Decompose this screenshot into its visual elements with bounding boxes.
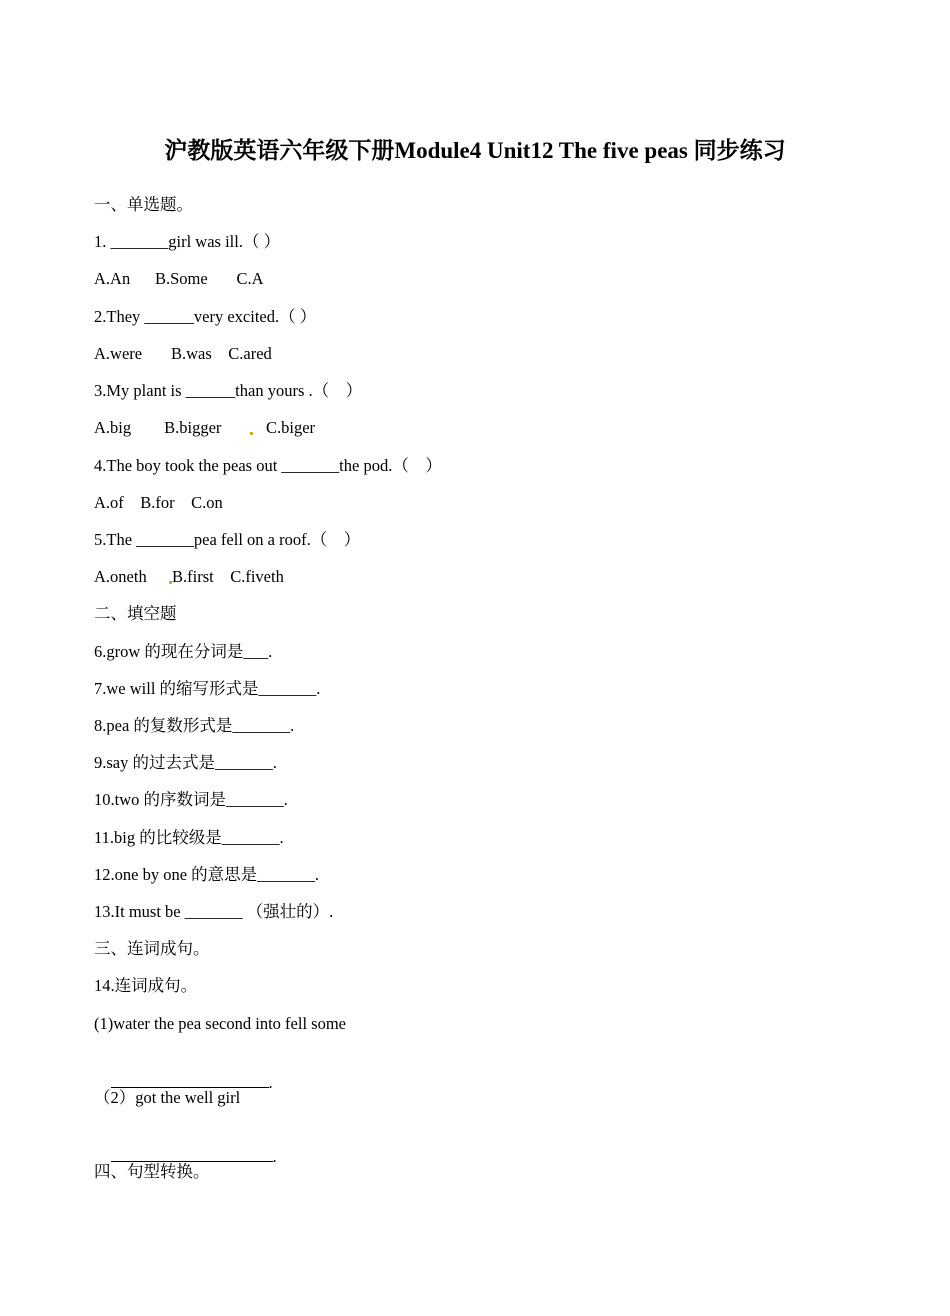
question-5: 5.The _______pea fell on a roof.（ ） xyxy=(94,530,361,549)
question-2: 2.They ______very excited.（ ） xyxy=(94,307,317,326)
answer-period: . xyxy=(268,1073,273,1092)
answer-period: . xyxy=(272,1147,277,1166)
question-5-options-b: B.first C.fiveth xyxy=(172,567,284,586)
question-4-options: A.of B.for C.on xyxy=(94,493,223,512)
question-12: 12.one by one 的意思是_______. xyxy=(94,865,320,884)
page-title: 沪教版英语六年级下册Module4 Unit12 The five peas 同步练习 xyxy=(164,138,786,163)
question-11: 11.big 的比较级是_______. xyxy=(94,828,284,847)
section-heading-single-choice: 一、单选题。 xyxy=(94,195,193,214)
question-2-options: A.were B.was C.ared xyxy=(94,344,272,363)
question-1: 1. _______girl was ill.（ ） xyxy=(94,232,281,251)
question-14-part-1: (1)water the pea second into fell some xyxy=(94,1014,346,1033)
section-heading-sentence-transform: 四、句型转换。 xyxy=(94,1162,210,1181)
section-heading-word-order: 三、连词成句。 xyxy=(94,939,210,958)
question-3-options-a: A.big B.bigger xyxy=(94,418,222,437)
question-9: 9.say 的过去式是_______. xyxy=(94,753,277,772)
answer-blank xyxy=(111,1147,273,1162)
question-3: 3.My plant is ______than yours .（ ） xyxy=(94,381,363,400)
question-13: 13.It must be _______ （强壮的）. xyxy=(94,902,334,921)
question-10: 10.two 的序数词是_______. xyxy=(94,790,288,809)
section-heading-fill-blank: 二、填空题 xyxy=(94,604,177,623)
question-6: 6.grow 的现在分词是___. xyxy=(94,642,273,661)
question-14-part-2: （2）got the well girl xyxy=(94,1088,241,1107)
question-5-options-a: A.oneth xyxy=(94,567,147,586)
question-1-options: A.An B.Some C.A xyxy=(94,269,264,288)
answer-blank xyxy=(111,1073,269,1088)
question-3-options-b: C.biger xyxy=(266,418,316,437)
question-4: 4.The boy took the peas out _______the pod.（ ） xyxy=(94,456,442,475)
question-7: 7.we will 的缩写形式是_______. xyxy=(94,679,321,698)
stray-mark xyxy=(250,432,253,435)
question-14: 14.连词成句。 xyxy=(94,976,198,995)
question-8: 8.pea 的复数形式是_______. xyxy=(94,716,295,735)
